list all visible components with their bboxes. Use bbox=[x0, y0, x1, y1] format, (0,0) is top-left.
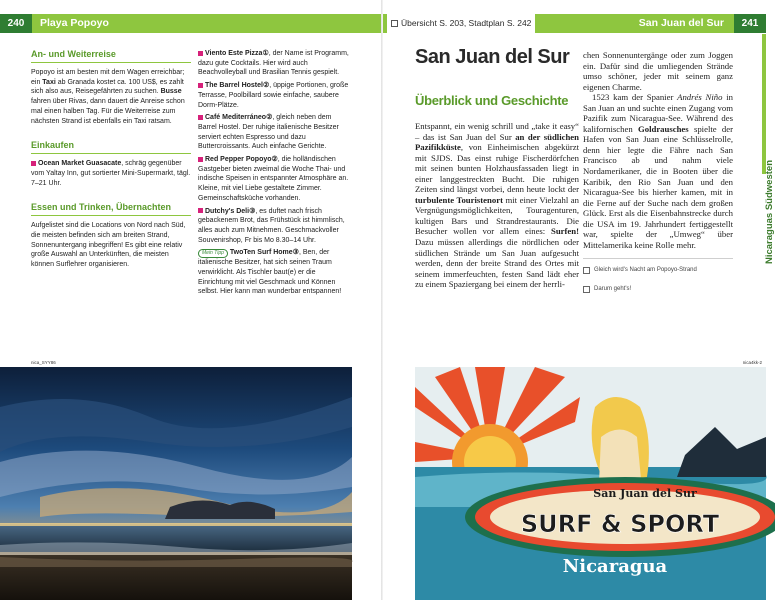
photo-label: nica4kk-2 bbox=[742, 360, 762, 365]
paragraph: 1523 kam der Spanier Andrés Niño in San Juan an und suchte einen Zugang vom Pazifik zum Nicaragua-See. Während des kalifornischen Goldrausches spielte der Hafen von San Juan eine Schlüsselrolle, denn hier legte die Fähre nach San Francisco ab und nahm viele Nordamerikaner, die in Booten über die Karibik, den Rio San Juan und den Nicaragua-See bis hierher kamen, mit in die Ferne auf der Suche nach dem großen Glück. Erst als die Eisenbahnstrecke durch die USA im 19. Jahrhundert fertiggestellt war, spielte der „Umweg“ über Mittelamerika keine Rolle mehr. bbox=[583, 92, 734, 250]
left-column-1 bbox=[31, 49, 191, 272]
shopping-entry: Ocean Market Guasacate, schräg gegenüber vom Yaltay Inn, gut sortierter Mini-Supermarkt, tägl. 7–21 Uhr. bbox=[31, 160, 191, 187]
page-title: San Juan del Sur bbox=[415, 46, 570, 68]
bullet-icon bbox=[198, 115, 203, 120]
tip-entry: Mein Tipp TwoTen Surf Home③, Ben, der italienische Besitzer, hat sich seinen Traum verwirklicht. Als Tischler baut(e) er die Einrichtung mit viel Geschmack und Können selbst. Hier kann man wunderbar entspannen! bbox=[198, 249, 342, 296]
photo-caption: Darum geht's! bbox=[583, 284, 733, 295]
text-column-2 bbox=[583, 50, 733, 302]
photo-marker-icon bbox=[583, 286, 590, 293]
photo-marker-icon bbox=[583, 267, 590, 274]
left-header-bar bbox=[0, 14, 383, 33]
left-page bbox=[0, 0, 383, 600]
paragraph: chen Sonnenuntergänge oder zum Joggen ein. Dafür sind die umliegenden Strände umso schöner, jeder mit seinem ganz eigenen Charme. bbox=[583, 50, 733, 92]
side-tab-bar bbox=[762, 34, 766, 174]
section-title-arrival: An- und Weiterreise bbox=[31, 49, 191, 63]
paragraph: Entspannt, ein wenig schrill und „take it easy“ – das ist San Juan del Sur an der südlichen Pazifikküste, von Einheimischen abgekürzt mit SJDS. Das einst ruhige Fischerdörfchen mit seinen bunten Holzhausfassaden liegt in einer langgestreckten Bucht. Die ruhigen Zeiten sind längst vorbei, denn heute lockt der turbulente Touristenort mit einer Vielzahl an Vergnügungsmöglichkeiten, Touragenturen, kultigen Bars und Strandrestaurants. Die Besucher wollen vor allem eines: Surfen! Dazu müssen allerdings die nördlichen oder südlichen Strände um San Juan aufgesucht werden, denn der breite Strand des Ortes mit seinem immerfeuchten, festen Sand lädt eher zu einem Spaziergang bei einem der herrli- bbox=[415, 121, 579, 290]
checkbox-icon bbox=[391, 20, 398, 27]
bullet-icon bbox=[198, 208, 203, 213]
page-number: 241 bbox=[734, 14, 766, 33]
page-number: 240 bbox=[0, 14, 32, 33]
bullet-icon bbox=[198, 51, 203, 56]
mural-text-2: SURF & SPORT bbox=[520, 510, 720, 538]
photo-caption: Gleich wird's Nacht am Popoyo-Strand bbox=[583, 265, 733, 276]
bullet-icon bbox=[198, 157, 203, 162]
side-tab-label: Nicaraguas Südwesten bbox=[764, 160, 775, 265]
right-page bbox=[383, 0, 775, 600]
section-title-food: Essen und Trinken, Übernachten bbox=[31, 202, 191, 216]
sunset-photo bbox=[0, 367, 352, 600]
bullet-icon bbox=[198, 83, 203, 88]
running-head: Playa Popoyo bbox=[40, 17, 109, 29]
mural-photo bbox=[415, 367, 766, 600]
text-column-1 bbox=[415, 121, 579, 290]
bullet-icon bbox=[31, 161, 36, 166]
mural-text-1: San Juan del Sur bbox=[593, 487, 697, 500]
listing-entry: Café Mediterráneo②, gleich neben dem Barrel Hostel. Der ruhige italienische Besitzer serviert echten Espresso und dazu Buttercroissants. Auch einfache Gerichte. bbox=[198, 114, 339, 151]
listing-entry: Viento Este Pizza①, der Name ist Programm, dazu gute Cocktails. Hier wird auch Beachvolleyball und Brasilian Tennis gespielt. bbox=[198, 50, 349, 77]
divider bbox=[583, 258, 733, 259]
section-subtitle: Überblick und Geschichte bbox=[415, 93, 569, 108]
left-column-2 bbox=[198, 49, 350, 300]
mural-text-3: Nicaragua bbox=[562, 556, 668, 577]
right-header-bar bbox=[383, 14, 766, 33]
running-head: San Juan del Sur bbox=[638, 17, 724, 29]
listing-entry: The Barrel Hostel②, üppige Portionen, große Terrasse, Poolbillard sowie einfache, saubere Dorm-Plätze. bbox=[198, 82, 349, 109]
arrival-text: Popoyo ist am besten mit dem Wagen erreichbar; ein Taxi ab Granada kostet ca. 100 US$, es zahlt sich also aus, Reisegefährten zu suchen. Busse fahren über Rivas, dann dauert die Anreise schon mal einen halben Tag. Für die Weiterreise zum nächsten Strand ist ebenfalls ein Taxi ratsam. bbox=[31, 69, 185, 125]
listing-entry: Dutchy's Deli③, es duftet nach frisch gebackenem Brot, das Frühstück ist himmlisch, alles auch zum Mitnehmen. Geschmackvoller Souvenirshop, Fr bis Mo 8.30–14 Uhr. bbox=[198, 207, 345, 244]
tip-badge: Mein Tipp bbox=[198, 249, 228, 258]
food-intro: Aufgelistet sind die Locations von Nord nach Süd, die meisten befinden sich am breiten Strand, Sonnenuntergang inbegriffen! Es gibt eine relativ große Auswahl an Unterkünften, die meisten können Surflehrer organisieren. bbox=[31, 222, 186, 269]
section-title-shopping: Einkaufen bbox=[31, 140, 191, 154]
photo-label: nica_SYY86 bbox=[31, 360, 56, 365]
listing-entry: Red Pepper Popoyo②, die holländischen Gastgeber bieten zweimal die Woche Thai- und indische Speisen in entspannter Atmosphäre an. Kleine, mit viel Liebe gestaltete Zimmer. Gemeinschaftsküche vorhanden. bbox=[198, 156, 349, 202]
cross-reference: Übersicht S. 203, Stadtplan S. 242 bbox=[387, 14, 535, 33]
